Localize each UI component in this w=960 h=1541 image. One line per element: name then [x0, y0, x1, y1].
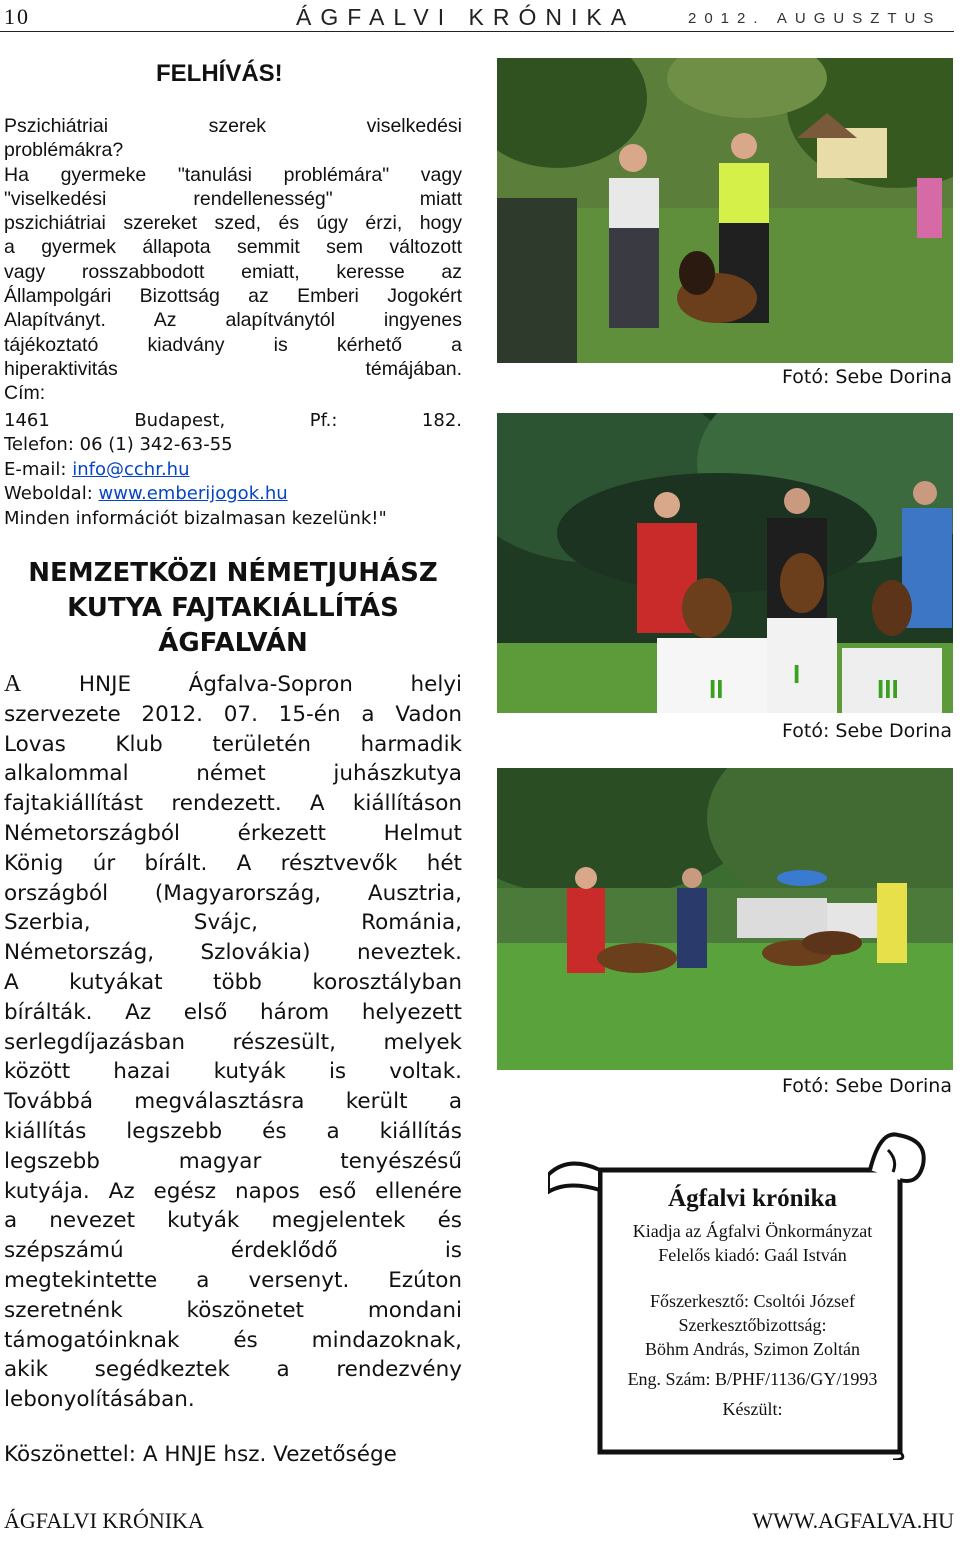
photo-award-ceremony	[497, 58, 953, 363]
article-line: serlegdíjazásban részesült, melyek	[4, 1029, 462, 1055]
footer-website[interactable]: WWW.AGFALVA.HU	[752, 1508, 954, 1533]
imprint-line: Főszerkesztő: Csoltói József	[650, 1291, 855, 1311]
photo-show-ring-image	[497, 768, 953, 1070]
publication-title: ÁGFALVI KRÓNIKA	[296, 4, 636, 30]
imprint-text	[600, 1185, 905, 1421]
notice-line: vagy rosszabbodott emiatt, keresse az	[4, 260, 462, 283]
article-line: akik segédkeztek a rendezvény	[4, 1357, 462, 1383]
header-rule-left	[0, 31, 38, 32]
article-line: Továbbá megválasztásra került a	[4, 1089, 462, 1115]
article-line: a nevezet kutyák megjelentek és	[4, 1208, 462, 1234]
notice-line: Cím:	[4, 382, 46, 405]
article-title-line: NEMZETKÖZI NÉMETJUHÁSZ	[28, 558, 438, 588]
page-number: 10	[4, 4, 30, 29]
article-line: Szerbia, Svájc, Románia,	[4, 910, 462, 936]
notice-line: Állampolgári Bizottság az Emberi Jogokért	[4, 285, 462, 308]
article-line: támogatóinknak és mindazoknak,	[4, 1327, 462, 1353]
svg-text:II: II	[709, 674, 724, 704]
notice-body	[4, 114, 462, 406]
imprint-line: Kiadja az Ágfalvi Önkormányzat	[632, 1221, 873, 1241]
article-line: kiállítás legszebb és a kiállítás	[4, 1118, 462, 1144]
article-body	[4, 670, 462, 1415]
article-title-line: ÁGFALVÁN	[158, 628, 308, 658]
notice-line: hiperaktivitás témájában.	[4, 357, 462, 380]
notice-contact	[4, 409, 462, 531]
notice-line: problémákra?	[4, 139, 124, 162]
notice-line: "viselkedési rendellenesség" miatt	[4, 187, 462, 210]
imprint-line: Eng. Szám: B/PHF/1136/GY/1993	[627, 1369, 878, 1389]
article-title-line: KUTYA FAJTAKIÁLLÍTÁS	[67, 593, 399, 623]
email-label: E-mail:	[4, 458, 73, 480]
photo-podium-image	[497, 413, 953, 713]
article-signature: Köszönettel: A HNJE hsz. Vezetősége	[4, 1442, 397, 1467]
article-line: között hazai kutyák is voltak.	[4, 1059, 462, 1085]
address: 1461 Budapest, Pf.: 182.	[4, 410, 462, 431]
photo-show-ring	[497, 768, 953, 1070]
article-line: A kutyákat több korosztályban	[4, 969, 462, 995]
web-label: Weboldal:	[4, 483, 99, 505]
notice-line: Alapítványt. Az alapítványtól ingyenes	[4, 309, 462, 332]
imprint-line: Böhm András, Szimon Zoltán	[645, 1339, 860, 1359]
notice-line: Ha gyermeke "tanulási problémára" vagy	[4, 163, 462, 186]
footer-publication: ÁGFALVI KRÓNIKA	[4, 1508, 204, 1533]
article-line: bírálták. Az első három helyezett	[4, 999, 462, 1025]
header-rule	[38, 31, 954, 32]
article-title	[4, 556, 462, 661]
photo-award-ceremony-image	[497, 58, 953, 363]
article-line: szeretnénk köszönetet mondani	[4, 1297, 462, 1323]
svg-text:III: III	[877, 674, 899, 704]
article-line: országból (Magyarország, Ausztria,	[4, 880, 462, 906]
notice-line: Pszichiátriai szerek viselkedési	[4, 115, 462, 137]
photo-caption: Fotó: Sebe Dorina	[782, 720, 952, 742]
photo-caption: Fotó: Sebe Dorina	[782, 1075, 952, 1097]
photo-caption: Fotó: Sebe Dorina	[782, 366, 952, 388]
notice-title: FELHÍVÁS!	[156, 60, 283, 87]
phone: Telefon: 06 (1) 342-63-55	[4, 434, 233, 456]
article-line: fajtakiállítást rendezett. A kiállításon	[4, 791, 462, 817]
imprint-line: Felelős kiadó: Gaál István	[658, 1245, 847, 1265]
web-link[interactable]: www.emberijogok.hu	[98, 483, 288, 505]
imprint-title: Ágfalvi krónika	[668, 1185, 837, 1212]
notice-line: pszichiátriai szereket szed, és úgy érzi, hogy	[4, 212, 462, 235]
drop-cap: A	[4, 671, 22, 697]
article-line: A HNJE Ágfalva-Sopron helyi	[4, 671, 462, 697]
article-line: lebonyolításában.	[4, 1387, 195, 1413]
article-line: szervezete 2012. 07. 15-én a Vadon	[4, 701, 462, 727]
issue-date: 2012. AUGUSZTUS	[688, 10, 942, 27]
article-line: Németországból érkezett Helmut	[4, 820, 462, 846]
article-line: Lovas Klub területén harmadik	[4, 731, 462, 757]
notice-line: a gyermek állapota semmit sem változott	[4, 236, 462, 259]
notice-line: tájékoztató kiadvány is kérhető a	[4, 333, 462, 356]
imprint-line: Szerkesztőbizottság:	[678, 1315, 827, 1335]
photo-podium	[497, 413, 953, 713]
article-line: Németország, Szlovákia) neveztek.	[4, 940, 462, 966]
notice-closing: Minden információt bizalmasan kezelünk!"	[4, 507, 387, 529]
article-line: König úr bírált. A résztvevők hét	[4, 850, 462, 876]
article-line: legszebb magyar tenyészésű	[4, 1148, 462, 1174]
svg-text:I: I	[793, 659, 801, 689]
article-line: kutyája. Az egész napos eső ellenére	[4, 1178, 462, 1204]
imprint-line: Készült:	[722, 1399, 783, 1419]
article-line: szépszámú érdeklődő is	[4, 1238, 462, 1264]
article-line: megtekintette a versenyt. Ezúton	[4, 1267, 462, 1293]
article-line: alkalommal német juhászkutya	[4, 761, 462, 787]
imprint-spacer	[600, 1267, 905, 1289]
email-link[interactable]: info@cchr.hu	[72, 458, 190, 480]
